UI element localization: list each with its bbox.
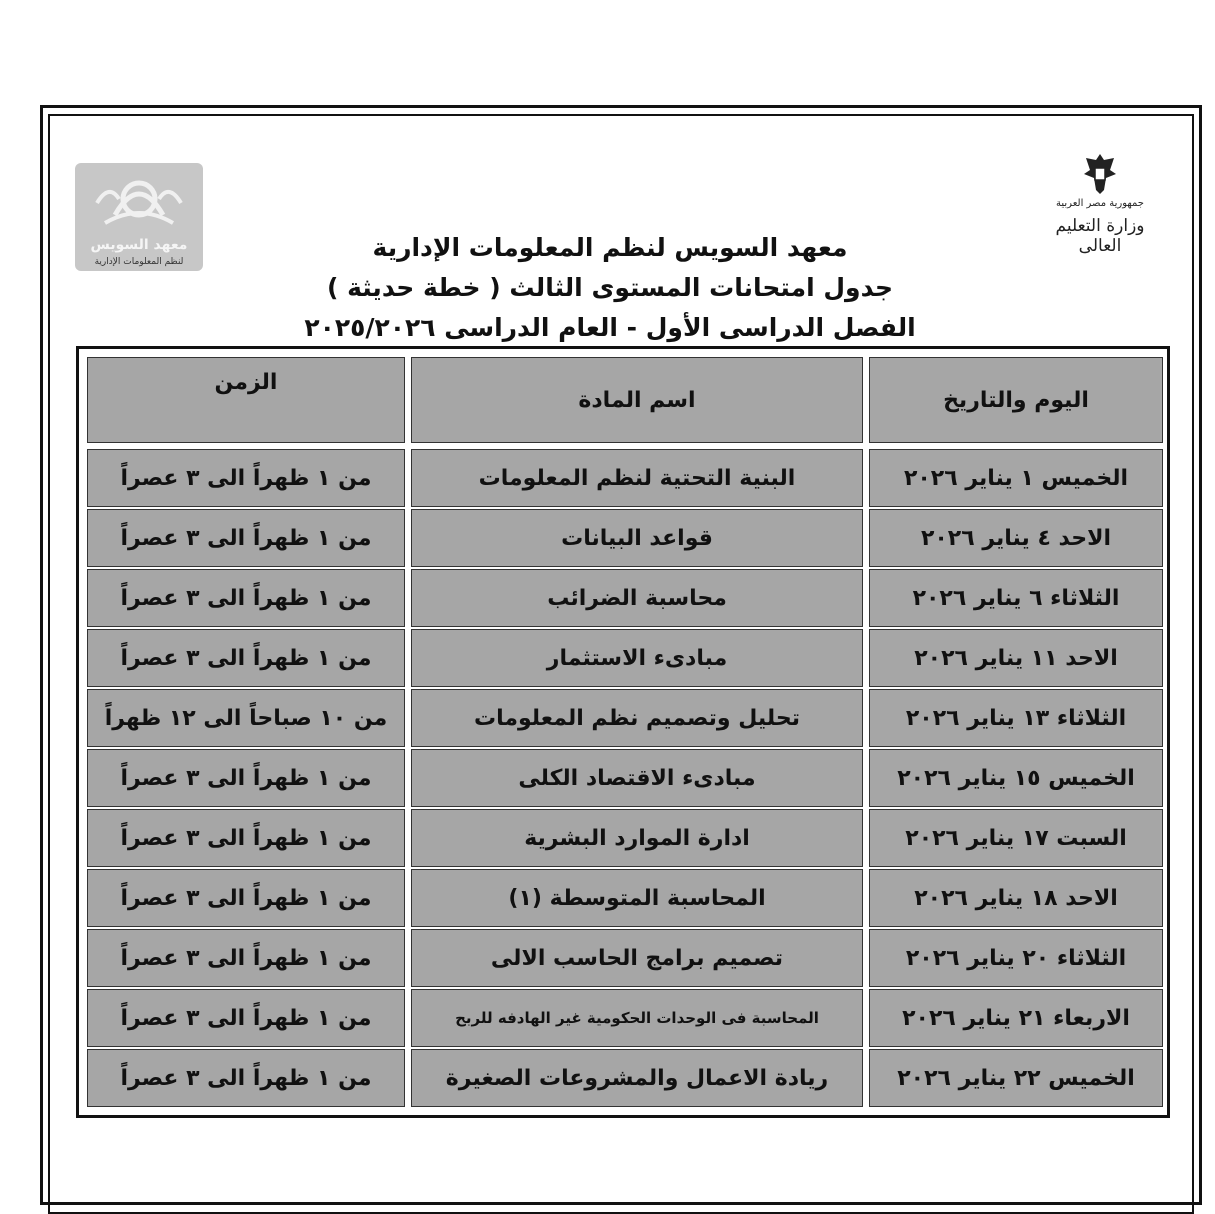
- cell-time: من ١٠ صباحاً الى ١٢ ظهراً: [87, 689, 405, 747]
- cell-date: الخميس ١٥ يناير ٢٠٢٦: [869, 749, 1163, 807]
- cell-date: الخميس ٢٢ يناير ٢٠٢٦: [869, 1049, 1163, 1107]
- cell-subject: تحليل وتصميم نظم المعلومات: [411, 689, 863, 747]
- cell-time: من ١ ظهراً الى ٣ عصراً: [87, 1049, 405, 1107]
- document-header: [250, 228, 970, 348]
- cell-time: من ١ ظهراً الى ٣ عصراً: [87, 869, 405, 927]
- cell-date: الثلاثاء ٢٠ يناير ٢٠٢٦: [869, 929, 1163, 987]
- ministry-logo-line2: وزارة التعليم العالى: [1055, 216, 1145, 256]
- cell-time: من ١ ظهراً الى ٣ عصراً: [87, 449, 405, 507]
- eagle-emblem-icon: [1080, 150, 1120, 196]
- cell-subject: المحاسبة المتوسطة (١): [411, 869, 863, 927]
- cell-time: من ١ ظهراً الى ٣ عصراً: [87, 929, 405, 987]
- cell-subject: البنية التحتية لنظم المعلومات: [411, 449, 863, 507]
- institute-title: معهد السويس لنظم المعلومات الإدارية: [372, 233, 848, 262]
- cell-time: من ١ ظهراً الى ٣ عصراً: [87, 809, 405, 867]
- ministry-logo-line1: جمهورية مصر العربية: [1056, 198, 1144, 209]
- cell-subject: تصميم برامج الحاسب الالى: [411, 929, 863, 987]
- cell-date: الثلاثاء ١٣ يناير ٢٠٢٦: [869, 689, 1163, 747]
- cell-subject: محاسبة الضرائب: [411, 569, 863, 627]
- cell-date: الثلاثاء ٦ يناير ٢٠٢٦: [869, 569, 1163, 627]
- exam-schedule-table: [76, 346, 1170, 1118]
- institute-logo: [75, 163, 203, 271]
- cell-subject: ريادة الاعمال والمشروعات الصغيرة: [411, 1049, 863, 1107]
- cell-subject: قواعد البيانات: [411, 509, 863, 567]
- cell-date: الاربعاء ٢١ يناير ٢٠٢٦: [869, 989, 1163, 1047]
- cell-subject: المحاسبة فى الوحدات الحكومية غير الهادفه للربح: [411, 989, 863, 1047]
- cell-date: الاحد ١١ يناير ٢٠٢٦: [869, 629, 1163, 687]
- cell-date: السبت ١٧ يناير ٢٠٢٦: [869, 809, 1163, 867]
- institute-logo-subtext: لنظم المعلومات الإدارية: [94, 257, 184, 267]
- schedule-title: جدول امتحانات المستوى الثالث ( خطة حديثة ): [326, 273, 894, 302]
- cell-subject: مبادىء الاقتصاد الكلى: [411, 749, 863, 807]
- institute-logo-text: معهد السويس: [90, 237, 188, 253]
- institute-emblem-icon: [75, 163, 203, 243]
- cell-subject: ادارة الموارد البشرية: [411, 809, 863, 867]
- cell-date: الاحد ١٨ يناير ٢٠٢٦: [869, 869, 1163, 927]
- cell-date: الخميس ١ يناير ٢٠٢٦: [869, 449, 1163, 507]
- cell-time: من ١ ظهراً الى ٣ عصراً: [87, 989, 405, 1047]
- cell-time: من ١ ظهراً الى ٣ عصراً: [87, 569, 405, 627]
- cell-time: من ١ ظهراً الى ٣ عصراً: [87, 509, 405, 567]
- ministry-logo: [1040, 150, 1160, 260]
- cell-time: من ١ ظهراً الى ٣ عصراً: [87, 749, 405, 807]
- cell-subject: مبادىء الاستثمار: [411, 629, 863, 687]
- header-subject: اسم المادة: [411, 357, 863, 443]
- header-date: اليوم والتاريخ: [869, 357, 1163, 443]
- cell-time: من ١ ظهراً الى ٣ عصراً: [87, 629, 405, 687]
- header-time: الزمن: [87, 357, 405, 443]
- cell-date: الاحد ٤ يناير ٢٠٢٦: [869, 509, 1163, 567]
- semester-title: الفصل الدراسى الأول - العام الدراسى ٢٠٢٥/٢٠٢٦: [304, 313, 916, 342]
